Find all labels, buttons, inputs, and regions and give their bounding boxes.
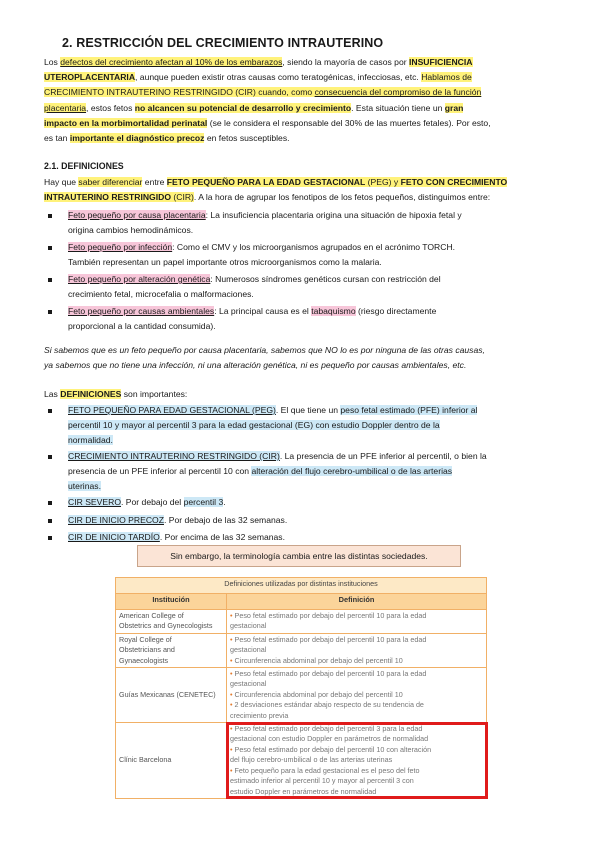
- table-row: [116, 610, 487, 634]
- page-title: 2. RESTRICCIÓN DEL CRECIMIENTO INTRAUTERINO: [62, 36, 384, 50]
- terminology-callout: Sin embargo, la terminología cambia entre las distintas sociedades.: [137, 545, 461, 567]
- bullet-icon: [48, 310, 52, 314]
- bullet-icon: [48, 519, 52, 523]
- list-item: CIR DE INICIO PRECOZ. Por debajo de las 32 semanas.: [48, 513, 556, 528]
- definition-cell: • Peso fetal estimado por debajo del percentil 3 para la edad gestacional con estudio Doppler en parámetros de normalidad • Peso fetal estimado por debajo del percentil 10 con alteración del flujo cerebro-umbilical o de las arterias uterinas • Feto pequeño para la edad gestacional es el peso del feto estimado inferior al percentil 10 y mayor al percentil 3 con estudio Doppler en parámetros de normalidad: [227, 723, 487, 799]
- intro-line: placentaria, estos fetos no alcancen su potencial de desarrollo y crecimiento. Esta situación tiene un gran: [44, 102, 464, 113]
- institution-name: Obstetrics and Gynecologists: [119, 621, 213, 631]
- list-item: FETO PEQUEÑO PARA EDAD GESTACIONAL (PEG). El que tiene un peso fetal estimado (PFE) inferior al percentil 10 y mayor al percentil 3 para la edad gestacional (EG) con estudio Doppler dentro de la normalidad.: [48, 403, 556, 449]
- bullet-icon: [48, 246, 52, 250]
- definition-cell: • Peso fetal estimado por debajo del percentil 10 para la edad gestacional • Circunferencia abdominal por debajo del percentil 10 • 2 desviaciones estándar abajo respecto de su tendencia de crecimiento previa: [227, 668, 487, 723]
- bullet-icon: [48, 278, 52, 282]
- list-item: CIR SEVERO. Por debajo del percentil 3.: [48, 495, 556, 510]
- institution-name: American College of: [119, 611, 184, 620]
- list-item: CIR DE INICIO TARDÍO. Por encima de las 32 semanas.: [48, 530, 556, 545]
- intro-paragraph: [44, 55, 556, 146]
- list-item: Feto pequeño por infección: Como el CMV y los microorganismos agrupados en el acrónimo TORCH. También representan un papel importante otros microorganismos como la malaria.: [48, 240, 556, 270]
- italic-note: Si sabemos que es un feto pequeño por causa placentaria, sabemos que NO lo es por ninguna de las otras causas, ya sabemos que no tiene una infección, ni una alteración genética, ni es pequeño por causas ambientales, etc.: [44, 345, 485, 371]
- section-intro: Hay que saber diferenciar entre FETO PEQUEÑO PARA LA EDAD GESTACIONAL (PEG) y FETO CON CRECIMIENTO INTRAUTERINO RESTRINGIDO (CIR). A la hora de agrupar los fenotipos de los fetos pequeños, distinguimos entre:: [44, 177, 508, 203]
- table-row: Royal College of Obstetricians and Gynaecologists • Peso fetal estimado por debajo del percentil 10 para la edad gestacional • Circunferencia abdominal por debajo del percentil 10: [116, 633, 487, 667]
- intro-line: es tan importante el diagnóstico precoz en fetos susceptibles.: [44, 133, 290, 144]
- intro-line: impacto en la morbimortalidad perinatal (se le considera el responsable del 30% de las muertes fetales). Por esto,: [44, 117, 491, 128]
- column-header-institution: Institución: [116, 594, 227, 610]
- section-title: 2.1. DEFINICIONES: [44, 161, 124, 171]
- bullet-icon: [48, 536, 52, 540]
- definitions-intro: Las DEFINICIONES son importantes:: [44, 389, 188, 399]
- highlight-red-box: [226, 722, 488, 800]
- bullet-icon: [48, 455, 52, 459]
- intro-line: CRECIMIENTO INTRAUTERINO RESTRINGIDO (CIR) cuando, como consecuencia del compromiso de la función: [44, 87, 482, 98]
- list-item: Feto pequeño por causa placentaria: La insuficiencia placentaria origina una situación de hipoxia fetal y origina cambios hemodinámicos.: [48, 208, 556, 238]
- definition-cell: • Peso fetal estimado por debajo del percentil 10 para la edad gestacional • Circunferencia abdominal por debajo del percentil 10: [227, 633, 487, 667]
- bullet-icon: [48, 409, 52, 413]
- list-item: Feto pequeño por causas ambientales: La principal causa es el tabaquismo (riesgo directamente proporcional a la cantidad consumida).: [48, 304, 556, 334]
- list-item: Feto pequeño por alteración genética: Numerosos síndromes genéticos cursan con restricción del crecimiento fetal, microcefalia o malformaciones.: [48, 272, 556, 302]
- table-row: Guías Mexicanas (CENETEC) • Peso fetal estimado por debajo del percentil 10 para la edad gestacional • Circunferencia abdominal por debajo del percentil 10 • 2 desviaciones estándar abajo respecto de su tendencia de crecimiento previa: [116, 668, 487, 723]
- intro-line: Los defectos del crecimiento afectan al 10% de los embarazos, siendo la mayoría de casos por INSUFICIENCIA: [44, 57, 473, 67]
- definition-cell: • Peso fetal estimado por debajo del percentil 10 para la edad gestacional: [227, 610, 487, 634]
- bullet-icon: [48, 214, 52, 218]
- bullet-icon: [48, 501, 52, 505]
- column-header-definition: Definición: [227, 594, 487, 610]
- list-item: CRECIMIENTO INTRAUTERINO RESTRINGIDO (CIR). La presencia de un PFE inferior al percentil, o bien la presencia de un PFE inferior al percentil 10 con alteración del flujo cerebro-umbilical o de las arterias uterinas.: [48, 449, 556, 495]
- table-row: Clínic Barcelona • Peso fetal estimado por debajo del percentil 3 para la edad gestacional con estudio Doppler en parámetros de normalidad • Peso fetal estimado por debajo del percentil 10 con alteración del flujo cerebro-umbilical o de las arterias uterinas • Feto pequeño para la edad gestacional es el peso del feto estimado inferior al percentil 10 y mayor al percentil 3 con estudio Doppler en parámetros de normalidad: [116, 723, 487, 799]
- intro-line: UTEROPLACENTARIA, aunque pueden existir otras causas como teratogénicas, infecciosas, etc. Hablamos de: [44, 72, 472, 83]
- table-caption: Definiciones utilizadas por distintas instituciones: [116, 578, 487, 594]
